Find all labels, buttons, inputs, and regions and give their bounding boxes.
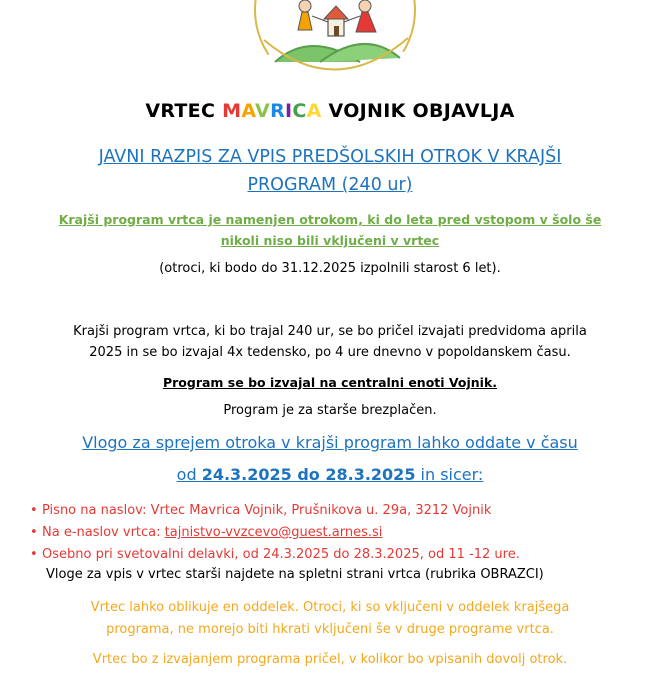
email-link[interactable]: tajnistvo-vvzcevo@guest.arnes.si <box>164 525 383 540</box>
age-note: (otroci, ki bodo do 31.12.2025 izpolnili starost 6 let). <box>159 261 501 276</box>
email-label: Na e-naslov vrtca: <box>42 525 165 540</box>
group-note <box>0 597 660 641</box>
apply-dates <box>0 465 660 484</box>
title-letter-1: M <box>222 100 242 122</box>
page-title <box>0 100 660 122</box>
title-letter-5: I <box>285 100 293 122</box>
kindergarten-logo <box>250 0 420 95</box>
group-line-1: Vrtec lahko oblikuje en oddelek. Otroci, ki so vključeni v oddelek krajšega <box>90 600 570 615</box>
target-line-1: Krajši program vrtca je namenjen otrokom, ki do leta pred vstopom v šolo še <box>58 212 602 227</box>
program-line-1: Krajši program vrtca, ki bo trajal 240 ur, se bo pričel izvajati predvidoma aprila <box>73 324 587 339</box>
heading-line-2: PROGRAM (240 ur) <box>247 175 413 195</box>
program-location: Program se bo izvajal na centralni enoti Vojnik. <box>162 375 498 390</box>
forms-note: Vloge za vpis v vrtec starši najdete na spletni strani vrtca (rubrika OBRAZCI) <box>46 567 544 582</box>
heading-line-1: JAVNI RAZPIS ZA VPIS PREDŠOLSKIH OTROK V KRAJŠI <box>98 147 562 167</box>
announcement-heading <box>0 143 660 199</box>
method-email <box>30 522 520 544</box>
start-condition: Vrtec bo z izvajanjem programa pričel, v kolikor bo vpisanih dovolj otrok. <box>92 652 568 667</box>
title-letter-6: C <box>292 100 307 122</box>
title-letter-4: R <box>270 100 285 122</box>
title-letter-2: A <box>241 100 256 122</box>
free-note: Program je za starše brezplačen. <box>223 403 437 418</box>
apply-heading: Vlogo za sprejem otroka v krajši program lahko oddate v času <box>82 433 578 452</box>
apply-date-range: 24.3.2025 do 28.3.2025 <box>201 465 416 484</box>
title-suffix: VOJNIK OBJAVLJA <box>321 100 515 122</box>
title-letter-3: V <box>255 100 271 122</box>
target-group <box>0 209 660 251</box>
title-letter-7: A <box>306 100 322 122</box>
title-prefix: VRTEC <box>145 100 223 122</box>
submission-methods <box>30 500 520 566</box>
group-line-2: programa, ne morejo biti hkrati vključeni še v druge programe vrtca. <box>106 622 554 637</box>
method-in-person: • Osebno pri svetovalni delavki, od 24.3.2025 do 28.3.2025, od 11 -12 ure. <box>30 544 520 566</box>
apply-prefix: od <box>176 465 202 484</box>
method-post: • Pisno na naslov: Vrtec Mavrica Vojnik, Prušnikova u. 29a, 3212 Vojnik <box>30 500 520 522</box>
target-line-2: nikoli niso bili vključeni v vrtec <box>220 233 440 248</box>
apply-suffix: in sicer: <box>415 465 484 484</box>
program-description <box>0 321 660 363</box>
program-line-2: 2025 in se bo izvajal 4x tedensko, po 4 ure dnevno v popoldanskem času. <box>89 345 571 360</box>
